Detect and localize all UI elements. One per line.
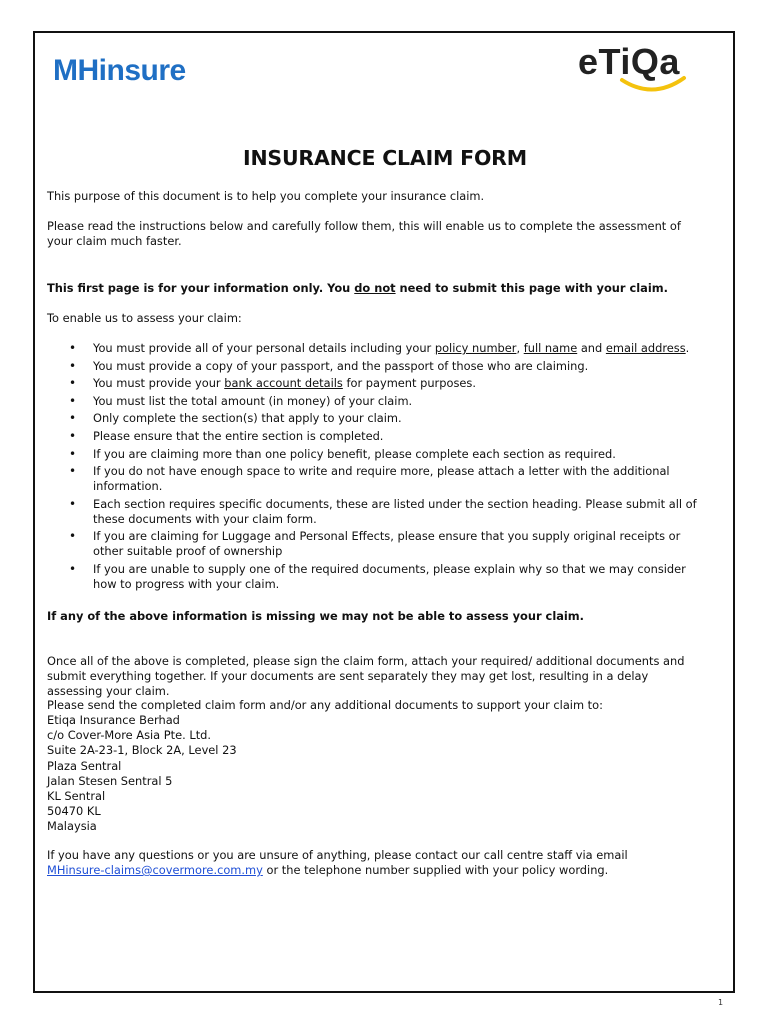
list-item-text: . xyxy=(685,341,690,355)
claims-email-link[interactable]: MHinsure-claims@covermore.com.my xyxy=(47,863,263,877)
list-item xyxy=(47,376,707,391)
completion-text: Once all of the above is completed, please sign the claim form, attach your required/ additional documents and submit everything together. If your documents are sent separately they may get lost, resulting in a delay assessing your claim. xyxy=(47,654,685,698)
contact-text xyxy=(47,848,707,878)
list-item-text: You must provide your xyxy=(93,376,225,391)
etiqa-logo-text: eTiQa xyxy=(578,41,680,82)
page-title: INSURANCE CLAIM FORM xyxy=(243,146,527,170)
address-line: 50470 KL xyxy=(47,804,101,819)
list-item xyxy=(47,341,707,356)
etiqa-swoosh-icon xyxy=(618,74,688,96)
information-only-notice xyxy=(47,281,707,296)
etiqa-logo xyxy=(578,41,698,96)
contact-text-body: If you have any questions or you are unsure of anything, please contact our call centre staff via email xyxy=(47,848,628,862)
address-line: Suite 2A-23-1, Block 2A, Level 23 xyxy=(47,743,237,758)
list-item: • Only complete the section(s) that apply to your claim. xyxy=(47,411,707,426)
address-line: Malaysia xyxy=(47,819,97,834)
list-item-text: You must provide all of your personal details including your xyxy=(93,341,435,355)
list-item: • Please ensure that the entire section is completed. xyxy=(47,429,707,444)
full-name-underlined: full name xyxy=(523,341,578,355)
policy-number-underlined: policy number xyxy=(434,341,517,355)
requirements-list xyxy=(47,341,707,595)
instructions-text: Please read the instructions below and carefully follow them, this will enable us to complete the assessment of your claim much faster. xyxy=(47,219,681,248)
list-item: • Each section requires specific documents, these are listed under the section heading. Please submit all of these documents with your claim form. xyxy=(47,497,707,527)
email-address-underlined: email address xyxy=(605,341,686,355)
address-line: Etiqa Insurance Berhad xyxy=(47,713,180,727)
notice-text-before: This first page is for your information only. You xyxy=(47,281,355,295)
address-line: KL Sentral xyxy=(47,789,106,804)
enable-intro-text: To enable us to assess your claim: xyxy=(47,311,242,325)
list-item: • If you are claiming more than one policy benefit, please complete each section as required. xyxy=(47,447,707,462)
mhinsure-logo-insure: insure xyxy=(98,54,186,87)
list-item: • You must provide a copy of your passport, and the passport of those who are claiming. xyxy=(47,359,707,374)
address-intro: Please send the completed claim form and/or any additional documents to support your claim to: xyxy=(47,698,603,712)
missing-info-warning: If any of the above information is missing we may not be able to assess your claim. xyxy=(47,609,585,623)
address-line: Plaza Sentral xyxy=(47,758,122,773)
list-item: • If you are unable to supply one of the required documents, please explain why so that we may consider how to progress with your claim. xyxy=(47,562,707,592)
purpose-text: This purpose of this document is to help you complete your insurance claim. xyxy=(47,189,485,203)
mhinsure-logo-mh: MH xyxy=(53,54,99,87)
bank-account-details-underlined: bank account details xyxy=(224,376,343,391)
list-item-text: , xyxy=(516,341,524,355)
notice-underlined: do not xyxy=(354,281,396,295)
list-item-text: for payment purposes. xyxy=(342,376,476,391)
notice-text-after: need to submit this page with your claim. xyxy=(395,281,668,295)
address-line: Jalan Stesen Sentral 5 xyxy=(47,773,173,788)
contact-text-after: or the telephone number supplied with your policy wording. xyxy=(262,863,609,877)
address-line: c/o Cover-More Asia Pte. Ltd. xyxy=(47,728,212,743)
list-item-text: and xyxy=(577,341,606,355)
mailing-address xyxy=(47,713,237,835)
mhinsure-logo xyxy=(53,56,186,86)
list-item: • If you do not have enough space to write and require more, please attach a letter with the additional information. xyxy=(47,464,707,494)
page-number: 1 xyxy=(718,998,724,1007)
list-item: • You must list the total amount (in money) of your claim. xyxy=(47,394,707,409)
list-item: • If you are claiming for Luggage and Personal Effects, please ensure that you supply original receipts or other suitable proof of ownership xyxy=(47,529,707,559)
